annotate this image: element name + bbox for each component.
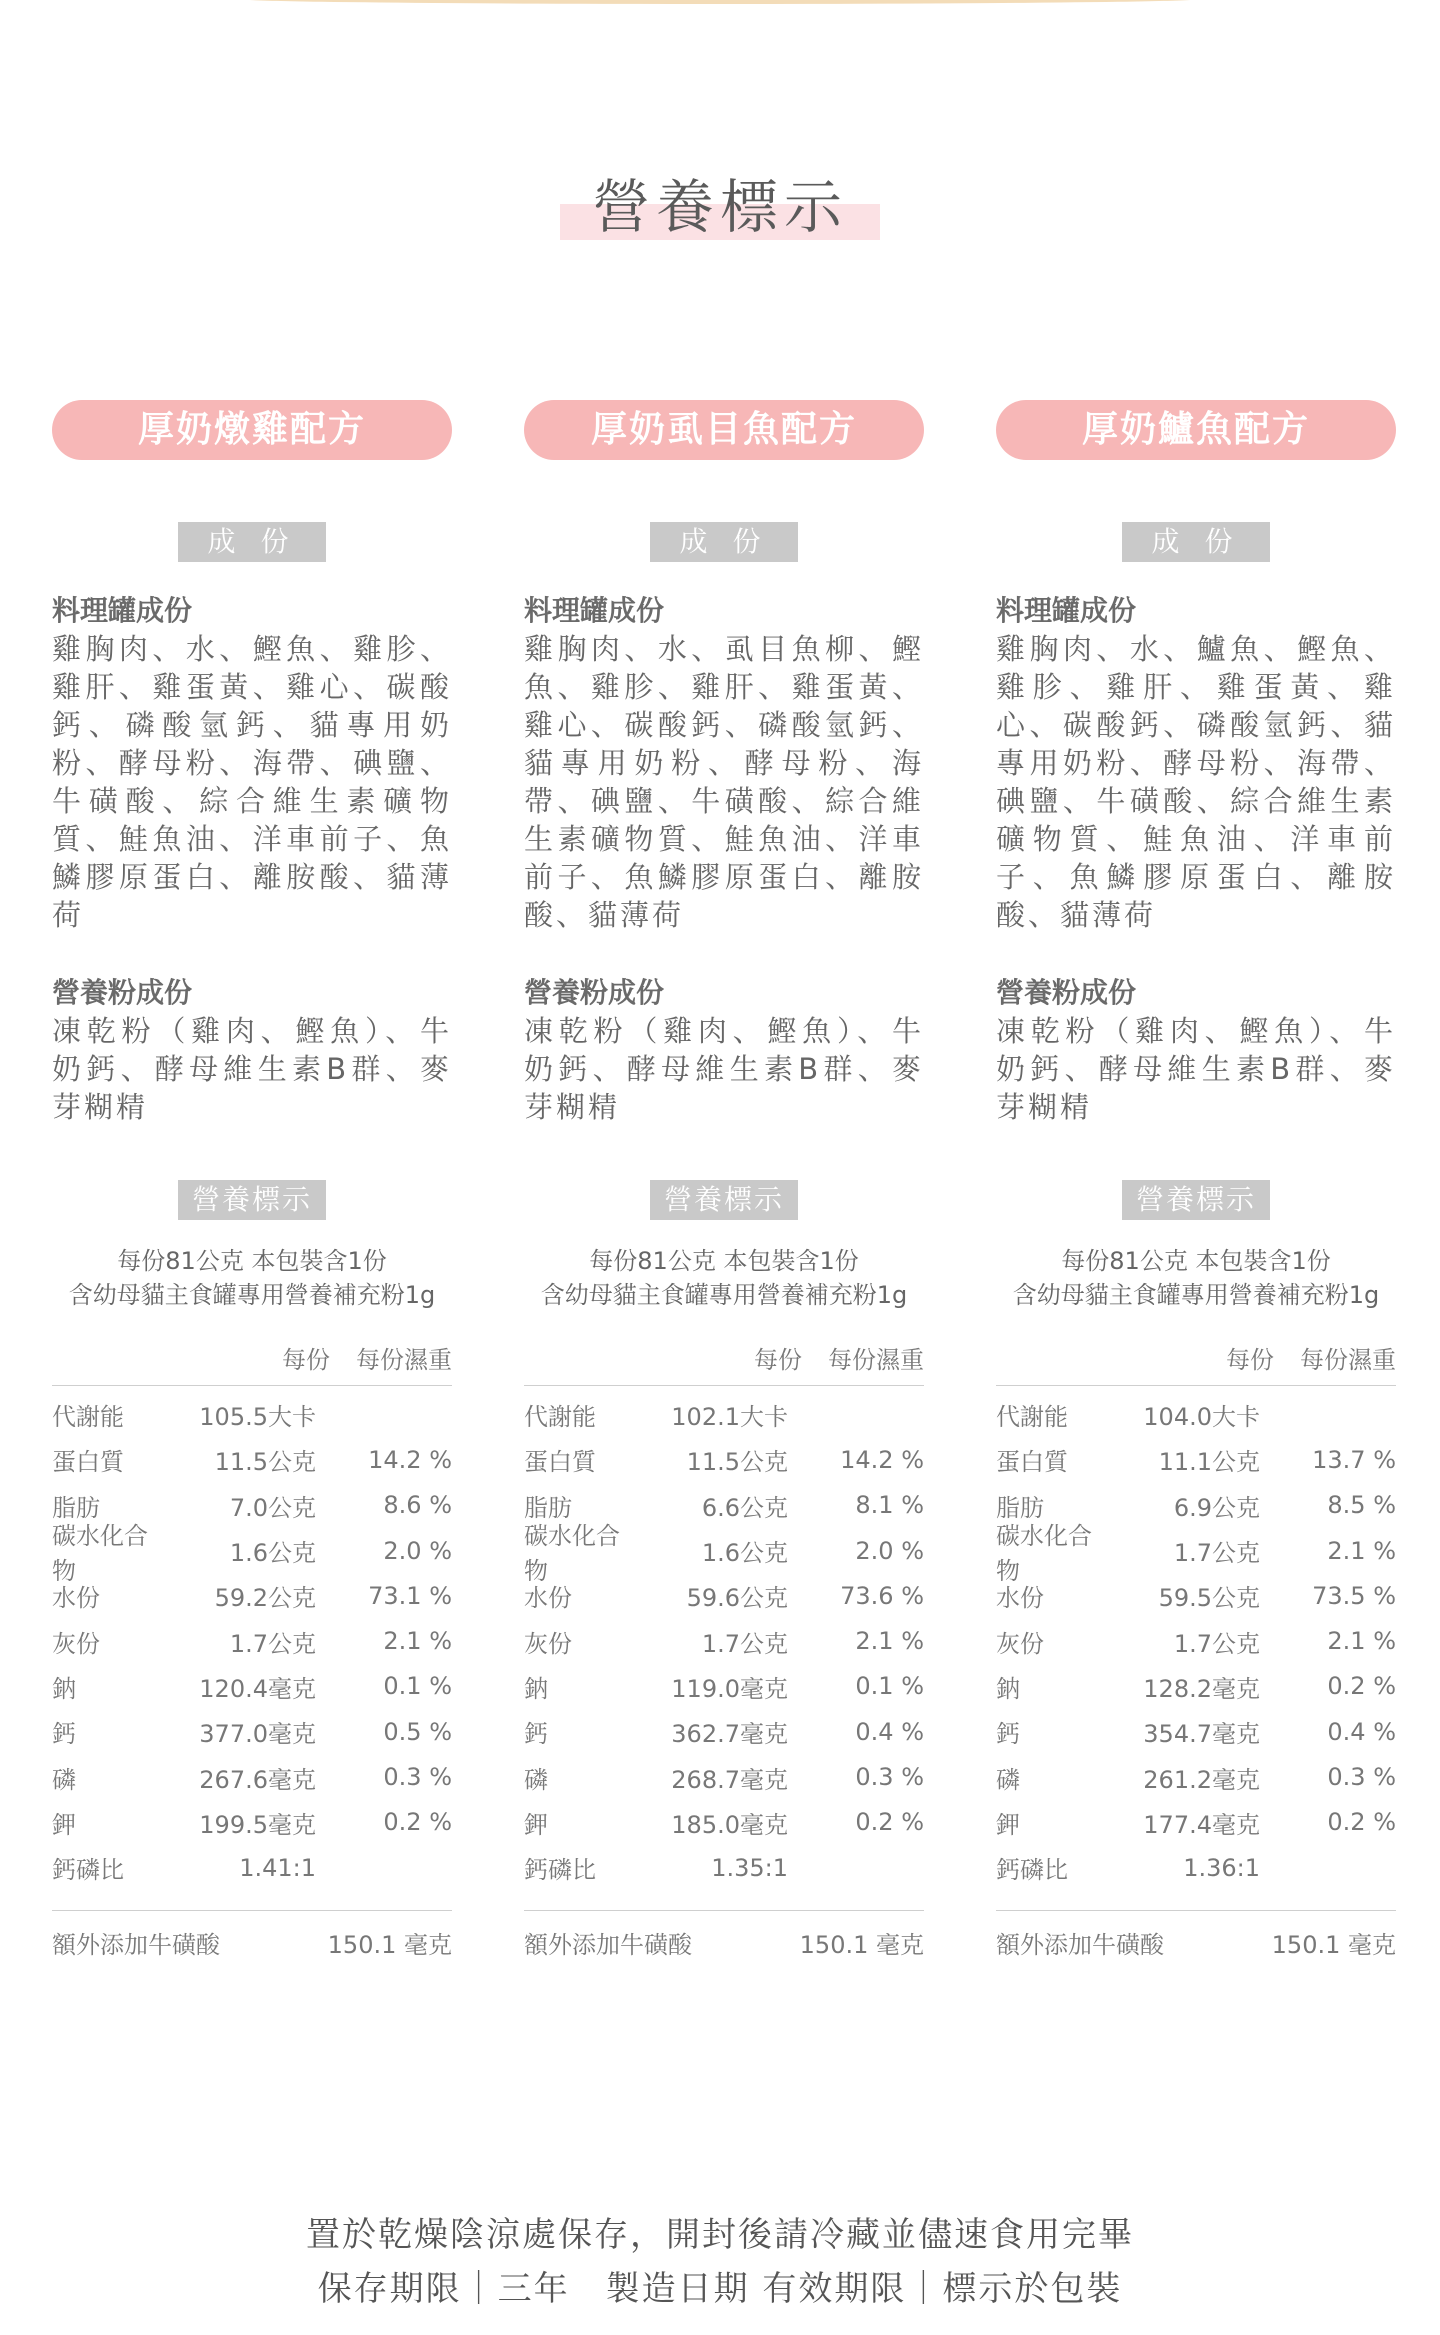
nutrient-percent: 0.2 % [1327,1808,1396,1837]
table-row [996,1437,1396,1482]
nutrient-name: 代謝能 [52,1403,124,1432]
serving-line-1: 每份81公克 本包裝含1份 [1061,1247,1331,1275]
product-column [524,400,924,1960]
table-row [524,1800,924,1845]
extra-taurine-row [996,1910,1396,1960]
nutrient-name: 鈣磷比 [52,1856,124,1885]
serving-line-2: 含幼母貓主食罐專用營養補充粉1g [1012,1281,1380,1309]
product-name-pill: 厚奶虱目魚配方 [524,400,924,460]
table-row [52,1800,452,1845]
table-row [996,1392,1396,1437]
title-box [560,160,880,244]
nutrient-percent: 14.2 % [840,1445,924,1474]
nutrient-name: 鈉 [524,1674,548,1703]
nutrient-name: 蛋白質 [52,1448,124,1477]
nutrition-table-header [996,1340,1396,1386]
nutrient-percent: 0.5 % [383,1717,452,1746]
nutrient-value: 1.6公克 [229,1539,316,1568]
nutrient-value: 11.5公克 [686,1448,788,1477]
nutrition-table [52,1392,452,1890]
table-row [524,1573,924,1618]
nutrient-value: 1.7公克 [1173,1629,1260,1658]
nutrient-value: 377.0毫克 [199,1720,316,1749]
nutrient-name: 鈣磷比 [996,1856,1068,1885]
nutrient-name: 脂肪 [52,1493,100,1522]
nutrient-name: 碳水化合物 [524,1521,620,1585]
nutrient-name: 水份 [996,1584,1044,1613]
nutrition-table [524,1392,924,1890]
table-row [52,1573,452,1618]
nutrient-name: 水份 [52,1584,100,1613]
nutrient-percent: 2.1 % [1327,1536,1396,1565]
nutrient-value: 102.1大卡 [671,1403,788,1432]
page-title: 營養標示 [591,173,848,241]
can-ingredients-text: 雞胸肉、水、鱸魚、鰹魚、雞胗、雞肝、雞蛋黃、雞心、碳酸鈣、磷酸氫鈣、貓專用奶粉、酵母粉、海帶、碘鹽、牛磺酸、綜合維生素礦物質、鮭魚油、洋車前子、魚鱗膠原蛋白、離胺酸、貓薄荷 [996,632,1396,932]
extra-taurine-row [52,1910,452,1960]
table-row [996,1573,1396,1618]
powder-ingredients-text: 凍乾粉（雞肉、鰹魚）、牛奶鈣、酵母維生素B群、麥芽糊精 [524,1014,924,1124]
serving-info [996,1244,1396,1312]
table-row [524,1664,924,1709]
product-column [52,400,452,1960]
serving-line-2: 含幼母貓主食罐專用營養補充粉1g [540,1281,908,1309]
table-row [524,1521,924,1585]
powder-ingredients-text: 凍乾粉（雞肉、鰹魚）、牛奶鈣、酵母維生素B群、麥芽糊精 [52,1014,452,1124]
nutrient-value: 59.2公克 [214,1584,316,1613]
col-per-wet: 每份濕重 [1300,1346,1396,1374]
nutrient-percent: 0.1 % [855,1672,924,1701]
table-row [524,1392,924,1437]
table-row [996,1754,1396,1799]
nutrient-name: 鈣 [52,1720,76,1749]
can-ingredients-heading: 料理罐成份 [524,594,665,627]
extra-taurine-row [524,1910,924,1960]
table-row [52,1664,452,1709]
can-ingredients-text: 雞胸肉、水、鰹魚、雞胗、雞肝、雞蛋黃、雞心、碳酸鈣、磷酸氫鈣、貓專用奶粉、酵母粉、海帶、碘鹽、牛磺酸、綜合維生素礦物質、鮭魚油、洋車前子、魚鱗膠原蛋白、離胺酸、貓薄荷 [52,632,452,932]
nutrient-percent: 0.2 % [383,1808,452,1837]
table-row [996,1800,1396,1845]
nutrient-name: 碳水化合物 [996,1521,1092,1585]
nutrient-percent: 2.0 % [383,1536,452,1565]
nutrient-value: 1.7公克 [1173,1539,1260,1568]
powder-ingredients-heading: 營養粉成份 [52,976,193,1009]
nutrient-name: 蛋白質 [996,1448,1068,1477]
can-ingredients-heading: 料理罐成份 [52,594,193,627]
nutrient-value: 261.2毫克 [1143,1765,1260,1794]
nutrition-tag: 營養標示 [1122,1180,1270,1220]
serving-line-2: 含幼母貓主食罐專用營養補充粉1g [68,1281,436,1309]
nutrient-value: 6.9公克 [1173,1493,1260,1522]
nutrition-table-header [524,1340,924,1386]
nutrient-name: 鈣 [996,1720,1020,1749]
nutrient-percent: 0.2 % [855,1808,924,1837]
table-row [996,1709,1396,1754]
nutrient-value: 199.5毫克 [199,1810,316,1839]
nutrient-value: 104.0大卡 [1143,1403,1260,1432]
nutrient-name: 鉀 [524,1810,548,1839]
can-ingredients-text: 雞胸肉、水、虱目魚柳、鰹魚、雞胗、雞肝、雞蛋黃、雞心、碳酸鈣、磷酸氫鈣、貓專用奶粉、酵母粉、海帶、碘鹽、牛磺酸、綜合維生素礦物質、鮭魚油、洋車前子、魚鱗膠原蛋白、離胺酸、貓薄荷 [524,632,924,932]
nutrient-name: 蛋白質 [524,1448,596,1477]
nutrient-value: 1.7公克 [229,1629,316,1658]
nutrient-value: 177.4毫克 [1143,1810,1260,1839]
nutrient-name: 脂肪 [524,1493,572,1522]
nutrient-percent: 2.1 % [1327,1627,1396,1656]
table-row [524,1754,924,1799]
table-row [524,1709,924,1754]
product-name-pill: 厚奶燉雞配方 [52,400,452,460]
nutrient-value: 1.6公克 [701,1539,788,1568]
nutrient-percent: 0.3 % [383,1763,452,1792]
nutrient-name: 灰份 [52,1629,100,1658]
nutrient-name: 鉀 [52,1810,76,1839]
table-row [996,1618,1396,1663]
nutrition-table-header [52,1340,452,1386]
nutrient-name: 磷 [996,1765,1020,1794]
product-name-pill: 厚奶鱸魚配方 [996,400,1396,460]
nutrient-name: 鈉 [52,1674,76,1703]
nutrient-name: 碳水化合物 [52,1521,148,1585]
table-row [996,1521,1396,1585]
nutrient-percent: 8.5 % [1327,1491,1396,1520]
extra-label: 額外添加牛磺酸 [524,1931,692,1960]
nutrient-value: 6.6公克 [701,1493,788,1522]
nutrient-value: 119.0毫克 [671,1674,788,1703]
nutrient-value: 1.41:1 [239,1853,316,1882]
nutrient-value: 362.7毫克 [671,1720,788,1749]
table-row [52,1392,452,1437]
extra-value: 150.1 毫克 [799,1931,924,1960]
nutrient-name: 鈉 [996,1674,1020,1703]
nutrient-percent: 8.6 % [383,1491,452,1520]
extra-value: 150.1 毫克 [1271,1931,1396,1960]
nutrient-value: 128.2毫克 [1143,1674,1260,1703]
nutrient-percent: 0.4 % [855,1717,924,1746]
ingredients-tag: 成 份 [178,522,326,562]
nutrient-value: 1.36:1 [1183,1853,1260,1882]
nutrient-percent: 14.2 % [368,1445,452,1474]
nutrient-percent: 0.3 % [855,1763,924,1792]
col-per-serving: 每份 [282,1346,330,1374]
extra-label: 額外添加牛磺酸 [996,1931,1164,1960]
nutrient-value: 11.5公克 [214,1448,316,1477]
powder-ingredients-heading: 營養粉成份 [524,976,665,1009]
nutrient-value: 11.1公克 [1158,1448,1260,1477]
table-row [52,1709,452,1754]
can-ingredients-heading: 料理罐成份 [996,594,1137,627]
table-row [52,1618,452,1663]
nutrition-table [996,1392,1396,1890]
nutrient-value: 59.5公克 [1158,1584,1260,1613]
storage-note [0,2208,1440,2316]
nutrient-percent: 2.0 % [855,1536,924,1565]
nutrient-name: 鈣磷比 [524,1856,596,1885]
storage-line-1: 置於乾燥陰涼處保存，開封後請冷藏並儘速食用完畢 [306,2215,1134,2255]
top-decoration [240,0,1200,4]
table-row [52,1521,452,1585]
page-header [0,160,1440,244]
nutrient-name: 代謝能 [524,1403,596,1432]
product-column [996,400,1396,1960]
col-per-serving: 每份 [1226,1346,1274,1374]
nutrient-name: 代謝能 [996,1403,1068,1432]
col-per-wet: 每份濕重 [356,1346,452,1374]
table-row [996,1664,1396,1709]
nutrient-name: 水份 [524,1584,572,1613]
nutrient-value: 7.0公克 [229,1493,316,1522]
col-per-serving: 每份 [754,1346,802,1374]
nutrient-name: 灰份 [524,1629,572,1658]
nutrient-percent: 13.7 % [1312,1445,1396,1474]
table-row [52,1437,452,1482]
serving-line-1: 每份81公克 本包裝含1份 [589,1247,859,1275]
nutrient-percent: 0.3 % [1327,1763,1396,1792]
ingredients-tag: 成 份 [650,522,798,562]
nutrient-name: 鈣 [524,1720,548,1749]
nutrient-percent: 73.1 % [368,1581,452,1610]
nutrient-value: 1.7公克 [701,1629,788,1658]
extra-label: 額外添加牛磺酸 [52,1931,220,1960]
table-row [524,1618,924,1663]
nutrition-tag: 營養標示 [178,1180,326,1220]
nutrient-percent: 73.6 % [840,1581,924,1610]
table-row [52,1845,452,1890]
nutrient-percent: 0.1 % [383,1672,452,1701]
nutrition-tag: 營養標示 [650,1180,798,1220]
nutrient-value: 185.0毫克 [671,1810,788,1839]
serving-line-1: 每份81公克 本包裝含1份 [117,1247,387,1275]
serving-info [52,1244,452,1312]
nutrient-percent: 2.1 % [383,1627,452,1656]
col-per-wet: 每份濕重 [828,1346,924,1374]
table-row [52,1754,452,1799]
table-row [524,1437,924,1482]
nutrient-percent: 73.5 % [1312,1581,1396,1610]
serving-info [524,1244,924,1312]
nutrient-name: 磷 [52,1765,76,1794]
extra-value: 150.1 毫克 [327,1931,452,1960]
table-row [524,1845,924,1890]
nutrient-name: 脂肪 [996,1493,1044,1522]
powder-ingredients-text: 凍乾粉（雞肉、鰹魚）、牛奶鈣、酵母維生素B群、麥芽糊精 [996,1014,1396,1124]
nutrient-value: 105.5大卡 [199,1403,316,1432]
nutrient-percent: 0.4 % [1327,1717,1396,1746]
nutrient-value: 59.6公克 [686,1584,788,1613]
table-row [996,1845,1396,1890]
ingredients-tag: 成 份 [1122,522,1270,562]
nutrient-value: 267.6毫克 [199,1765,316,1794]
nutrient-name: 磷 [524,1765,548,1794]
powder-ingredients-heading: 營養粉成份 [996,976,1137,1009]
nutrient-name: 灰份 [996,1629,1044,1658]
nutrient-name: 鉀 [996,1810,1020,1839]
nutrient-percent: 2.1 % [855,1627,924,1656]
nutrient-percent: 0.2 % [1327,1672,1396,1701]
nutrient-value: 120.4毫克 [199,1674,316,1703]
nutrient-value: 354.7毫克 [1143,1720,1260,1749]
storage-line-2: 保存期限｜三年 製造日期 有效期限｜標示於包裝 [317,2269,1123,2309]
nutrient-value: 1.35:1 [711,1853,788,1882]
nutrient-percent: 8.1 % [855,1491,924,1520]
nutrient-value: 268.7毫克 [671,1765,788,1794]
